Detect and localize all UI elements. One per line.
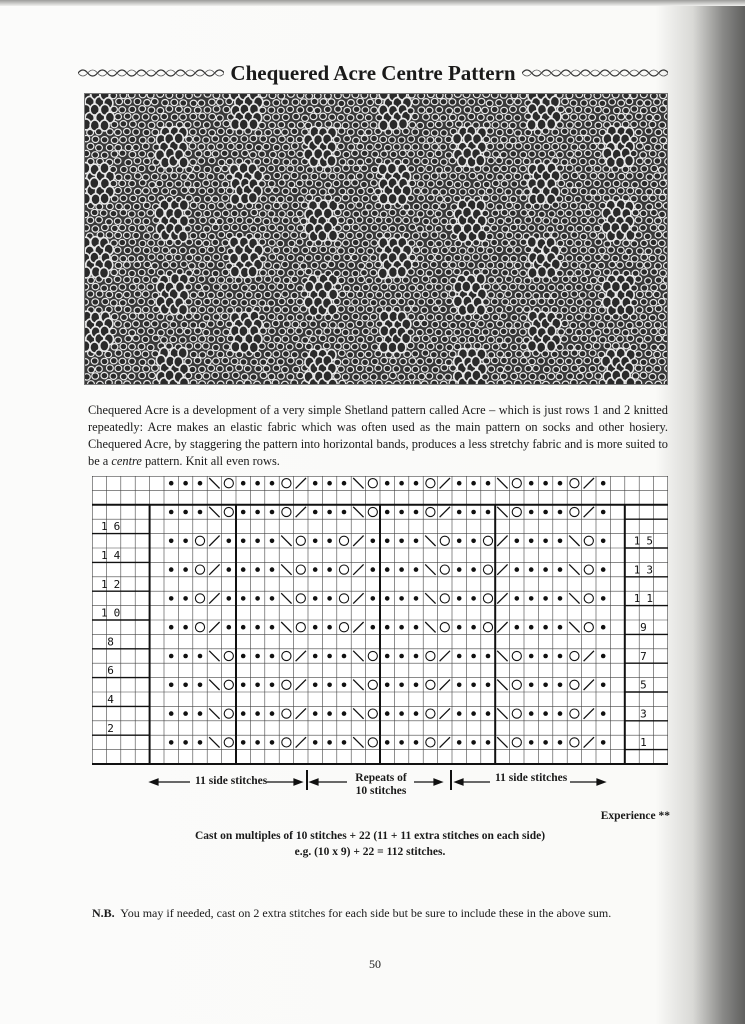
purl-dot-icon bbox=[558, 510, 563, 515]
left-side-stitches-label: 11 side stitches bbox=[195, 775, 268, 787]
purl-dot-icon bbox=[543, 654, 548, 659]
purl-dot-icon bbox=[241, 567, 246, 572]
purl-dot-icon bbox=[183, 625, 188, 630]
purl-dot-icon bbox=[414, 539, 419, 544]
purl-dot-icon bbox=[558, 740, 563, 745]
row-label-left: 8 bbox=[107, 635, 120, 649]
purl-dot-icon bbox=[558, 596, 563, 601]
purl-dot-icon bbox=[471, 740, 476, 745]
purl-dot-icon bbox=[342, 481, 347, 486]
page-top-shadow bbox=[0, 0, 745, 6]
purl-dot-icon bbox=[169, 683, 174, 688]
purl-dot-icon bbox=[327, 740, 332, 745]
purl-dot-icon bbox=[385, 625, 390, 630]
repeats-label-line1: Repeats of bbox=[355, 772, 407, 784]
lace-texture-image bbox=[85, 94, 667, 384]
purl-dot-icon bbox=[414, 654, 419, 659]
purl-dot-icon bbox=[255, 625, 260, 630]
purl-dot-icon bbox=[270, 711, 275, 716]
purl-dot-icon bbox=[399, 625, 404, 630]
purl-dot-icon bbox=[414, 711, 419, 716]
purl-dot-icon bbox=[543, 510, 548, 515]
purl-dot-icon bbox=[327, 481, 332, 486]
row-label-right: 7 bbox=[640, 649, 653, 663]
purl-dot-icon bbox=[457, 539, 462, 544]
purl-dot-icon bbox=[313, 654, 318, 659]
purl-dot-icon bbox=[457, 654, 462, 659]
purl-dot-icon bbox=[529, 596, 534, 601]
intro-text-part1: Chequered Acre is a development of a very simple Shetland pattern called Acre – which is just rows 1 and 2 knitted repeatedly: Acre makes an elastic fabric which was often used as the main pattern on socks and other hosiery. Chequered Acre, by staggering the pattern into horizontal bands, produces a less stretchy fabric and is more suited to be a bbox=[88, 403, 668, 468]
purl-dot-icon bbox=[270, 539, 275, 544]
row-label-right: 5 bbox=[640, 678, 653, 692]
purl-dot-icon bbox=[313, 625, 318, 630]
purl-dot-icon bbox=[457, 625, 462, 630]
purl-dot-icon bbox=[457, 740, 462, 745]
purl-dot-icon bbox=[529, 539, 534, 544]
purl-dot-icon bbox=[486, 740, 491, 745]
purl-dot-icon bbox=[558, 539, 563, 544]
purl-dot-icon bbox=[399, 567, 404, 572]
purl-dot-icon bbox=[601, 740, 606, 745]
purl-dot-icon bbox=[198, 510, 203, 515]
purl-dot-icon bbox=[327, 596, 332, 601]
purl-dot-icon bbox=[471, 683, 476, 688]
purl-dot-icon bbox=[601, 625, 606, 630]
row-label-right: 11 bbox=[633, 592, 660, 606]
purl-dot-icon bbox=[457, 596, 462, 601]
purl-dot-icon bbox=[529, 567, 534, 572]
row-label-left: 4 bbox=[107, 693, 120, 706]
purl-dot-icon bbox=[529, 654, 534, 659]
purl-dot-icon bbox=[558, 711, 563, 716]
purl-dot-icon bbox=[399, 740, 404, 745]
purl-dot-icon bbox=[313, 740, 318, 745]
purl-dot-icon bbox=[241, 683, 246, 688]
purl-dot-icon bbox=[457, 481, 462, 486]
purl-dot-icon bbox=[399, 711, 404, 716]
page-number: 50 bbox=[369, 957, 381, 971]
purl-dot-icon bbox=[313, 596, 318, 601]
purl-dot-icon bbox=[241, 740, 246, 745]
purl-dot-icon bbox=[414, 567, 419, 572]
purl-dot-icon bbox=[543, 711, 548, 716]
purl-dot-icon bbox=[198, 683, 203, 688]
purl-dot-icon bbox=[169, 711, 174, 716]
purl-dot-icon bbox=[241, 481, 246, 486]
purl-dot-icon bbox=[457, 567, 462, 572]
right-side-stitches-label: 11 side stitches bbox=[495, 772, 568, 784]
purl-dot-icon bbox=[601, 481, 606, 486]
purl-dot-icon bbox=[529, 625, 534, 630]
purl-dot-icon bbox=[327, 654, 332, 659]
purl-dot-icon bbox=[399, 510, 404, 515]
purl-dot-icon bbox=[270, 481, 275, 486]
purl-dot-icon bbox=[414, 625, 419, 630]
left-ornament-icon bbox=[78, 66, 224, 80]
purl-dot-icon bbox=[399, 481, 404, 486]
purl-dot-icon bbox=[515, 539, 520, 544]
purl-dot-icon bbox=[198, 481, 203, 486]
purl-dot-icon bbox=[327, 567, 332, 572]
purl-dot-icon bbox=[414, 596, 419, 601]
purl-dot-icon bbox=[255, 567, 260, 572]
purl-dot-icon bbox=[486, 711, 491, 716]
row-label-right: 15 bbox=[633, 534, 660, 548]
purl-dot-icon bbox=[543, 539, 548, 544]
purl-dot-icon bbox=[241, 654, 246, 659]
purl-dot-icon bbox=[327, 539, 332, 544]
purl-dot-icon bbox=[486, 481, 491, 486]
purl-dot-icon bbox=[601, 539, 606, 544]
row-label-left: 2 bbox=[107, 721, 120, 735]
purl-dot-icon bbox=[601, 567, 606, 572]
purl-dot-icon bbox=[183, 510, 188, 515]
purl-dot-icon bbox=[198, 711, 203, 716]
cast-on-line1: Cast on multiples of 10 stitches + 22 (11 + 11 extra stitches on each side) bbox=[194, 830, 546, 842]
row-label-left: 16 bbox=[100, 520, 127, 534]
purl-dot-icon bbox=[342, 654, 347, 659]
purl-dot-icon bbox=[227, 625, 232, 630]
row-label-left: 6 bbox=[107, 664, 120, 678]
purl-dot-icon bbox=[457, 683, 462, 688]
purl-dot-icon bbox=[313, 539, 318, 544]
purl-dot-icon bbox=[385, 567, 390, 572]
row-label-right: 9 bbox=[640, 621, 653, 634]
purl-dot-icon bbox=[169, 654, 174, 659]
purl-dot-icon bbox=[270, 683, 275, 688]
purl-dot-icon bbox=[558, 654, 563, 659]
purl-dot-icon bbox=[313, 567, 318, 572]
page-title: Chequered Acre Centre Pattern bbox=[230, 60, 516, 85]
purl-dot-icon bbox=[371, 625, 376, 630]
row-label-right: 1 bbox=[640, 736, 653, 750]
purl-dot-icon bbox=[183, 567, 188, 572]
row-label-right: 13 bbox=[633, 563, 660, 577]
purl-dot-icon bbox=[169, 596, 174, 601]
purl-dot-icon bbox=[169, 481, 174, 486]
purl-dot-icon bbox=[385, 596, 390, 601]
purl-dot-icon bbox=[183, 683, 188, 688]
purl-dot-icon bbox=[515, 625, 520, 630]
purl-dot-icon bbox=[457, 711, 462, 716]
intro-text-part2: pattern. Knit all even rows. bbox=[141, 454, 280, 468]
purl-dot-icon bbox=[255, 539, 260, 544]
purl-dot-icon bbox=[313, 510, 318, 515]
purl-dot-icon bbox=[270, 625, 275, 630]
purl-dot-icon bbox=[385, 481, 390, 486]
purl-dot-icon bbox=[227, 567, 232, 572]
purl-dot-icon bbox=[529, 740, 534, 745]
purl-dot-icon bbox=[255, 654, 260, 659]
nb-text: You may if needed, cast on 2 extra stitches for each side but be sure to include these in the above sum. bbox=[120, 906, 612, 920]
purl-dot-icon bbox=[543, 740, 548, 745]
title-row bbox=[78, 58, 668, 88]
row-label-left: 14 bbox=[100, 549, 127, 562]
purl-dot-icon bbox=[471, 510, 476, 515]
purl-dot-icon bbox=[227, 596, 232, 601]
purl-dot-icon bbox=[255, 740, 260, 745]
purl-dot-icon bbox=[414, 740, 419, 745]
purl-dot-icon bbox=[342, 510, 347, 515]
purl-dot-icon bbox=[313, 481, 318, 486]
intro-text-centre: centre bbox=[111, 454, 142, 468]
purl-dot-icon bbox=[255, 596, 260, 601]
purl-dot-icon bbox=[227, 539, 232, 544]
purl-dot-icon bbox=[169, 510, 174, 515]
purl-dot-icon bbox=[255, 481, 260, 486]
purl-dot-icon bbox=[241, 625, 246, 630]
purl-dot-icon bbox=[169, 740, 174, 745]
purl-dot-icon bbox=[241, 539, 246, 544]
purl-dot-icon bbox=[270, 740, 275, 745]
purl-dot-icon bbox=[241, 510, 246, 515]
purl-dot-icon bbox=[399, 539, 404, 544]
purl-dot-icon bbox=[198, 740, 203, 745]
purl-dot-icon bbox=[558, 683, 563, 688]
purl-dot-icon bbox=[198, 654, 203, 659]
purl-dot-icon bbox=[183, 539, 188, 544]
row-label-left: 12 bbox=[100, 577, 127, 591]
purl-dot-icon bbox=[371, 539, 376, 544]
purl-dot-icon bbox=[327, 683, 332, 688]
nb-note bbox=[92, 906, 672, 921]
purl-dot-icon bbox=[270, 510, 275, 515]
purl-dot-icon bbox=[255, 711, 260, 716]
purl-dot-icon bbox=[385, 683, 390, 688]
cast-on-instructions bbox=[150, 828, 590, 860]
purl-dot-icon bbox=[385, 711, 390, 716]
purl-dot-icon bbox=[486, 683, 491, 688]
purl-dot-icon bbox=[313, 683, 318, 688]
purl-dot-icon bbox=[414, 481, 419, 486]
purl-dot-icon bbox=[558, 625, 563, 630]
purl-dot-icon bbox=[371, 596, 376, 601]
purl-dot-icon bbox=[558, 567, 563, 572]
purl-dot-icon bbox=[385, 510, 390, 515]
purl-dot-icon bbox=[601, 654, 606, 659]
purl-dot-icon bbox=[183, 481, 188, 486]
purl-dot-icon bbox=[342, 740, 347, 745]
purl-dot-icon bbox=[529, 481, 534, 486]
purl-dot-icon bbox=[371, 567, 376, 572]
cast-on-line2: e.g. (10 x 9) + 22 = 112 stitches. bbox=[294, 846, 446, 858]
purl-dot-icon bbox=[543, 567, 548, 572]
purl-dot-icon bbox=[471, 596, 476, 601]
purl-dot-icon bbox=[601, 711, 606, 716]
intro-paragraph bbox=[88, 402, 668, 470]
purl-dot-icon bbox=[399, 654, 404, 659]
purl-dot-icon bbox=[414, 683, 419, 688]
experience-rating: Experience ** bbox=[600, 810, 670, 822]
purl-dot-icon bbox=[169, 567, 174, 572]
purl-dot-icon bbox=[471, 711, 476, 716]
nb-label: N.B. bbox=[92, 906, 115, 920]
purl-dot-icon bbox=[183, 596, 188, 601]
purl-dot-icon bbox=[457, 510, 462, 515]
purl-dot-icon bbox=[543, 596, 548, 601]
purl-dot-icon bbox=[183, 711, 188, 716]
purl-dot-icon bbox=[385, 654, 390, 659]
purl-dot-icon bbox=[385, 539, 390, 544]
purl-dot-icon bbox=[486, 654, 491, 659]
purl-dot-icon bbox=[471, 654, 476, 659]
purl-dot-icon bbox=[486, 510, 491, 515]
row-label-right: 3 bbox=[640, 707, 653, 721]
purl-dot-icon bbox=[558, 481, 563, 486]
purl-dot-icon bbox=[270, 596, 275, 601]
repeats-label bbox=[344, 772, 418, 798]
purl-dot-icon bbox=[270, 654, 275, 659]
purl-dot-icon bbox=[342, 683, 347, 688]
purl-dot-icon bbox=[327, 711, 332, 716]
purl-dot-icon bbox=[169, 539, 174, 544]
purl-dot-icon bbox=[342, 711, 347, 716]
purl-dot-icon bbox=[399, 683, 404, 688]
purl-dot-icon bbox=[543, 625, 548, 630]
knitting-chart bbox=[92, 476, 668, 766]
purl-dot-icon bbox=[241, 596, 246, 601]
purl-dot-icon bbox=[515, 567, 520, 572]
purl-dot-icon bbox=[471, 481, 476, 486]
chart-captions bbox=[92, 770, 668, 806]
purl-dot-icon bbox=[241, 711, 246, 716]
purl-dot-icon bbox=[327, 510, 332, 515]
right-ornament-icon bbox=[522, 66, 668, 80]
purl-dot-icon bbox=[471, 539, 476, 544]
lace-swatch-photo bbox=[84, 93, 668, 385]
purl-dot-icon bbox=[414, 510, 419, 515]
purl-dot-icon bbox=[385, 740, 390, 745]
purl-dot-icon bbox=[471, 625, 476, 630]
knitting-chart-grid bbox=[92, 476, 668, 766]
purl-dot-icon bbox=[399, 596, 404, 601]
purl-dot-icon bbox=[601, 510, 606, 515]
purl-dot-icon bbox=[183, 740, 188, 745]
purl-dot-icon bbox=[313, 711, 318, 716]
purl-dot-icon bbox=[529, 711, 534, 716]
purl-dot-icon bbox=[255, 683, 260, 688]
repeats-label-line2: 10 stitches bbox=[355, 785, 407, 797]
purl-dot-icon bbox=[601, 596, 606, 601]
purl-dot-icon bbox=[601, 683, 606, 688]
purl-dot-icon bbox=[515, 596, 520, 601]
purl-dot-icon bbox=[529, 683, 534, 688]
purl-dot-icon bbox=[183, 654, 188, 659]
purl-dot-icon bbox=[471, 567, 476, 572]
purl-dot-icon bbox=[327, 625, 332, 630]
purl-dot-icon bbox=[169, 625, 174, 630]
purl-dot-icon bbox=[543, 481, 548, 486]
purl-dot-icon bbox=[270, 567, 275, 572]
purl-dot-icon bbox=[529, 510, 534, 515]
row-label-left: 10 bbox=[100, 606, 127, 620]
purl-dot-icon bbox=[543, 683, 548, 688]
purl-dot-icon bbox=[255, 510, 260, 515]
